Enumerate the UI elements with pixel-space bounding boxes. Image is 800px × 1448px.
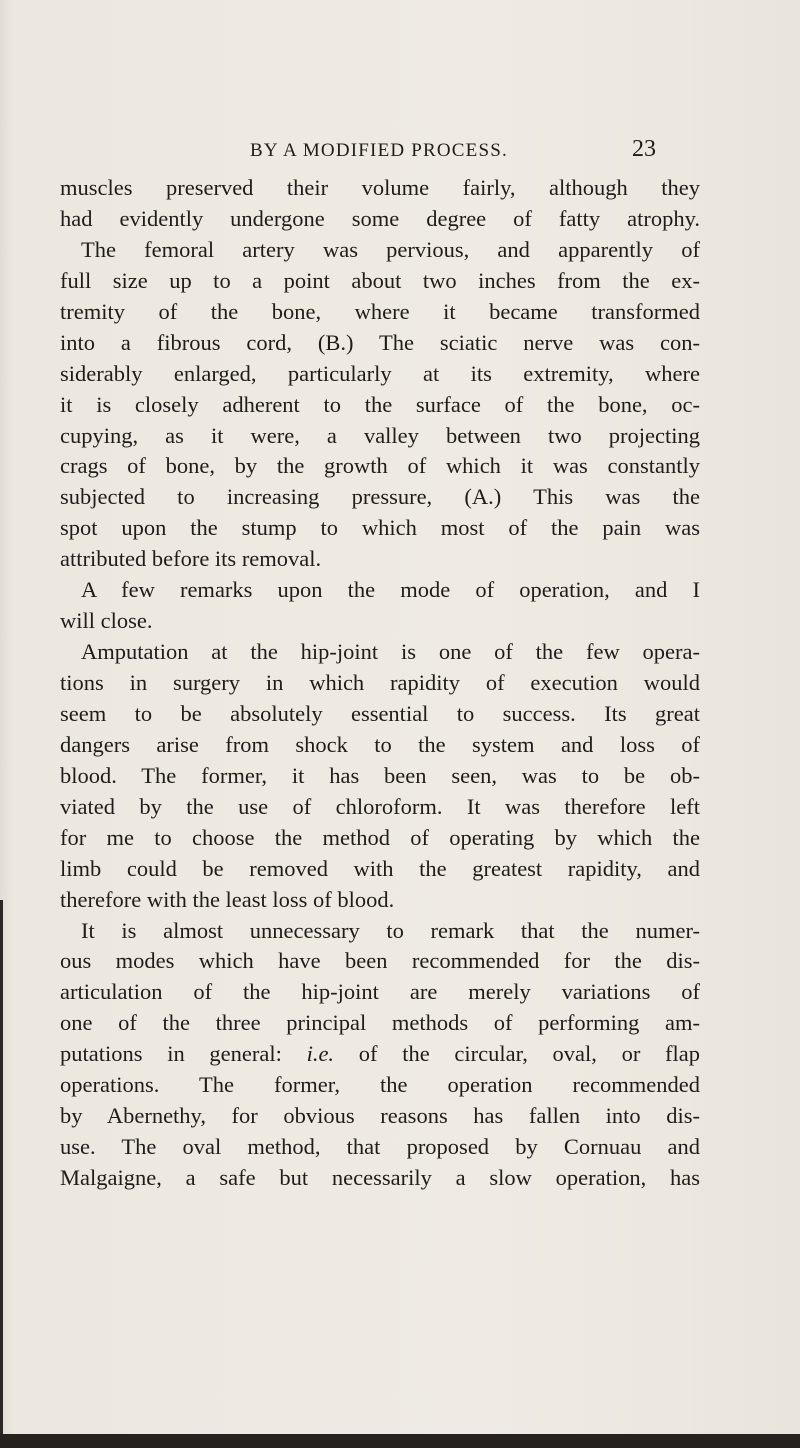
text-line: muscles preserved their volume fairly, although they — [60, 175, 700, 200]
text-line: dangers arise from shock to the system and loss of — [60, 731, 700, 757]
text-line: A few remarks upon the mode of operation, and I — [81, 577, 700, 603]
text-line: articulation of the hip-joint are merely variations of — [60, 979, 700, 1005]
text-line: putations in general: i.e. of the circular, oval, or flap — [60, 1041, 700, 1067]
text-line: subjected to increasing pressure, (A.) This was the — [60, 484, 700, 510]
text-line: seem to be absolutely essential to success. Its great — [60, 700, 700, 726]
text-line: operations. The former, the operation recommended — [60, 1072, 700, 1098]
text-line: one of the three principal methods of performing am- — [60, 1010, 700, 1036]
italic-abbreviation: i.e. — [306, 1041, 335, 1067]
text-line: viated by the use of chloroform. It was therefore left — [60, 793, 700, 819]
page-number: 23 — [632, 136, 656, 162]
text-line: limb could be removed with the greatest rapidity, and — [60, 855, 700, 881]
text-line: The femoral artery was pervious, and apparently of — [81, 236, 700, 262]
text-line: into a fibrous cord, (B.) The sciatic nerve was con- — [60, 329, 700, 355]
text-line: therefore with the least loss of blood. — [60, 886, 395, 912]
text-line: spot upon the stump to which most of the pain was — [60, 515, 700, 541]
text-line: by Abernethy, for obvious reasons has fallen into dis- — [60, 1103, 700, 1129]
text-line: use. The oval method, that proposed by Cornuau and — [60, 1134, 700, 1160]
body-text — [60, 173, 700, 1194]
bottom-border — [0, 1434, 800, 1448]
page-edge-shadow — [0, 900, 3, 1448]
text-line: cupying, as it were, a valley between two projecting — [60, 422, 700, 448]
text-line: It is almost unnecessary to remark that the numer- — [81, 917, 700, 943]
text-line: tions in surgery in which rapidity of execution would — [60, 670, 700, 695]
running-head: BY A MODIFIED PROCESS. — [250, 140, 508, 161]
text-line: Amputation at the hip-joint is one of the few opera- — [81, 639, 700, 665]
text-line: Malgaigne, a safe but necessarily a slow operation, has — [60, 1165, 700, 1190]
text-line: for me to choose the method of operating by which the — [60, 824, 700, 850]
text-line: ous modes which have been recommended for the dis- — [60, 948, 700, 974]
text-line: it is closely adherent to the surface of the bone, oc- — [60, 391, 700, 417]
text-line: tremity of the bone, where it became transformed — [60, 298, 700, 324]
text-line: attributed before its removal. — [60, 546, 322, 572]
text-line: siderably enlarged, particularly at its extremity, where — [60, 360, 700, 386]
text-line: full size up to a point about two inches from the ex- — [60, 267, 700, 293]
text-line: had evidently undergone some degree of fatty atrophy. — [60, 205, 700, 231]
text-line: blood. The former, it has been seen, was to be ob- — [60, 762, 700, 788]
text-line: crags of bone, by the growth of which it was constantly — [60, 453, 700, 479]
text-line: will close. — [60, 608, 153, 634]
